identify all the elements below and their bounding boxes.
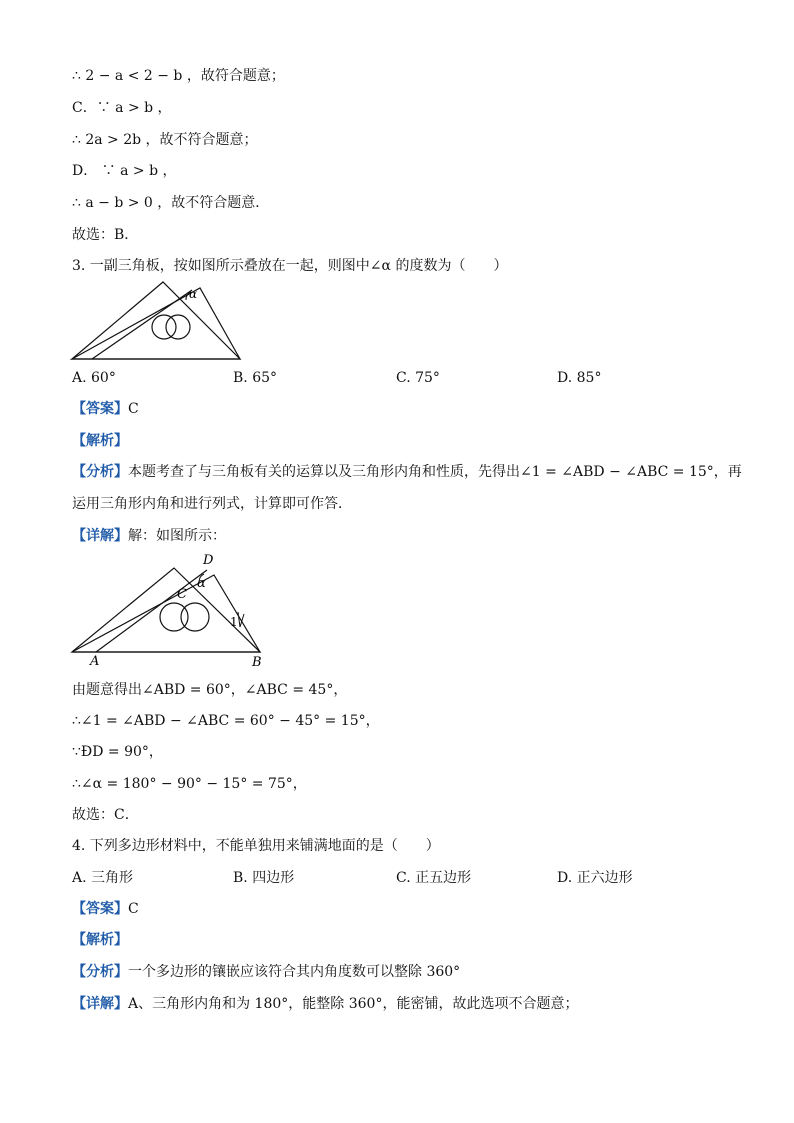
protractor-circle bbox=[160, 603, 188, 631]
detail-line bbox=[72, 994, 578, 1014]
answer-line bbox=[72, 399, 139, 419]
text-line: 故选：B． bbox=[72, 227, 139, 243]
option-a: A. 60° bbox=[72, 370, 116, 386]
detail-tag: 【详解】 bbox=[72, 528, 128, 544]
label-a: A bbox=[90, 654, 100, 669]
option-a: A. 三角形 bbox=[72, 870, 134, 886]
solution-line: ∴∠1 = ∠ABD − ∠ABC = 60° − 45° = 15°， bbox=[72, 713, 380, 729]
detail-text: A、三角形内角和为 180°，能整除 360°，能密铺，故此选项不合题意； bbox=[128, 996, 579, 1012]
answer-value: C bbox=[128, 401, 139, 417]
protractor-circle bbox=[166, 315, 190, 339]
question-4-stem: 4. 下列多边形材料中，不能单独用来铺满地面的是（ ） bbox=[72, 838, 440, 854]
answer-tag: 【答案】 bbox=[72, 901, 128, 917]
option-c: C. 75° bbox=[396, 370, 440, 386]
fenxi-line-2: 运用三角形内角和进行列式，计算即可作答． bbox=[72, 496, 352, 512]
label-c: C bbox=[177, 587, 187, 602]
protractor-circle bbox=[181, 603, 209, 631]
option-d: D. 正六边形 bbox=[557, 870, 633, 886]
analysis-line bbox=[72, 431, 128, 451]
solution-line: 由题意得出∠ABD = 60°，∠ABC = 45°， bbox=[72, 682, 348, 698]
detail-line bbox=[72, 526, 226, 546]
label-b: B bbox=[252, 655, 262, 670]
answer-value: C bbox=[128, 901, 139, 917]
answer-line bbox=[72, 899, 139, 919]
detail-text: 解：如图所示： bbox=[128, 528, 226, 544]
fenxi-tag: 【分析】 bbox=[72, 964, 128, 980]
label-alpha: α bbox=[197, 576, 206, 591]
fenxi-text: 本题考查了与三角板有关的运算以及三角形内角和性质，先得出∠1 = ∠ABD − ∠ABC = 15°，再 bbox=[128, 464, 742, 480]
question-3-stem: 3. 一副三角板，按如图所示叠放在一起，则图中∠α 的度数为（ ） bbox=[72, 258, 508, 274]
triangle-30-60 bbox=[72, 575, 260, 652]
analysis-line bbox=[72, 930, 128, 950]
option-b: B. 65° bbox=[233, 370, 278, 386]
protractor-circle bbox=[152, 315, 176, 339]
option-d: D. 85° bbox=[557, 370, 602, 386]
label-1: 1 bbox=[230, 615, 238, 629]
question-3-figure bbox=[70, 278, 245, 362]
fenxi-line bbox=[72, 962, 460, 982]
fenxi-tag: 【分析】 bbox=[72, 464, 128, 480]
text-line: ∴ 2a > 2b ，故不符合题意； bbox=[72, 132, 258, 148]
fenxi-text: 一个多边形的镶嵌应该符合其内角度数可以整除 360° bbox=[128, 964, 461, 980]
triangle-45 bbox=[72, 568, 260, 652]
text-line: D． ∵ a > b ， bbox=[72, 163, 177, 179]
answer-tag: 【答案】 bbox=[72, 401, 128, 417]
analysis-tag: 【解析】 bbox=[72, 932, 128, 948]
solution-line: ∵ÐD = 90°， bbox=[72, 744, 163, 760]
text-line: C．∵ a > b ， bbox=[72, 100, 172, 116]
option-c: C. 正五边形 bbox=[396, 870, 472, 886]
solution-line: ∴∠α = 180° − 90° − 15° = 75°， bbox=[72, 776, 307, 792]
option-b: B. 四边形 bbox=[233, 870, 295, 886]
solution-figure bbox=[70, 550, 270, 672]
text-line: ∴ a − b > 0 ，故不符合题意． bbox=[72, 195, 270, 211]
solution-line: 故选：C． bbox=[72, 807, 139, 823]
fenxi-line bbox=[72, 462, 742, 482]
label-d: D bbox=[203, 553, 214, 568]
alpha-label: α bbox=[189, 287, 198, 301]
text-line: ∴ 2 − a < 2 − b ，故符合题意； bbox=[72, 68, 285, 84]
triangle-45 bbox=[72, 282, 240, 359]
detail-tag: 【详解】 bbox=[72, 996, 128, 1012]
triangle-30-60 bbox=[72, 288, 240, 359]
analysis-tag: 【解析】 bbox=[72, 433, 128, 449]
